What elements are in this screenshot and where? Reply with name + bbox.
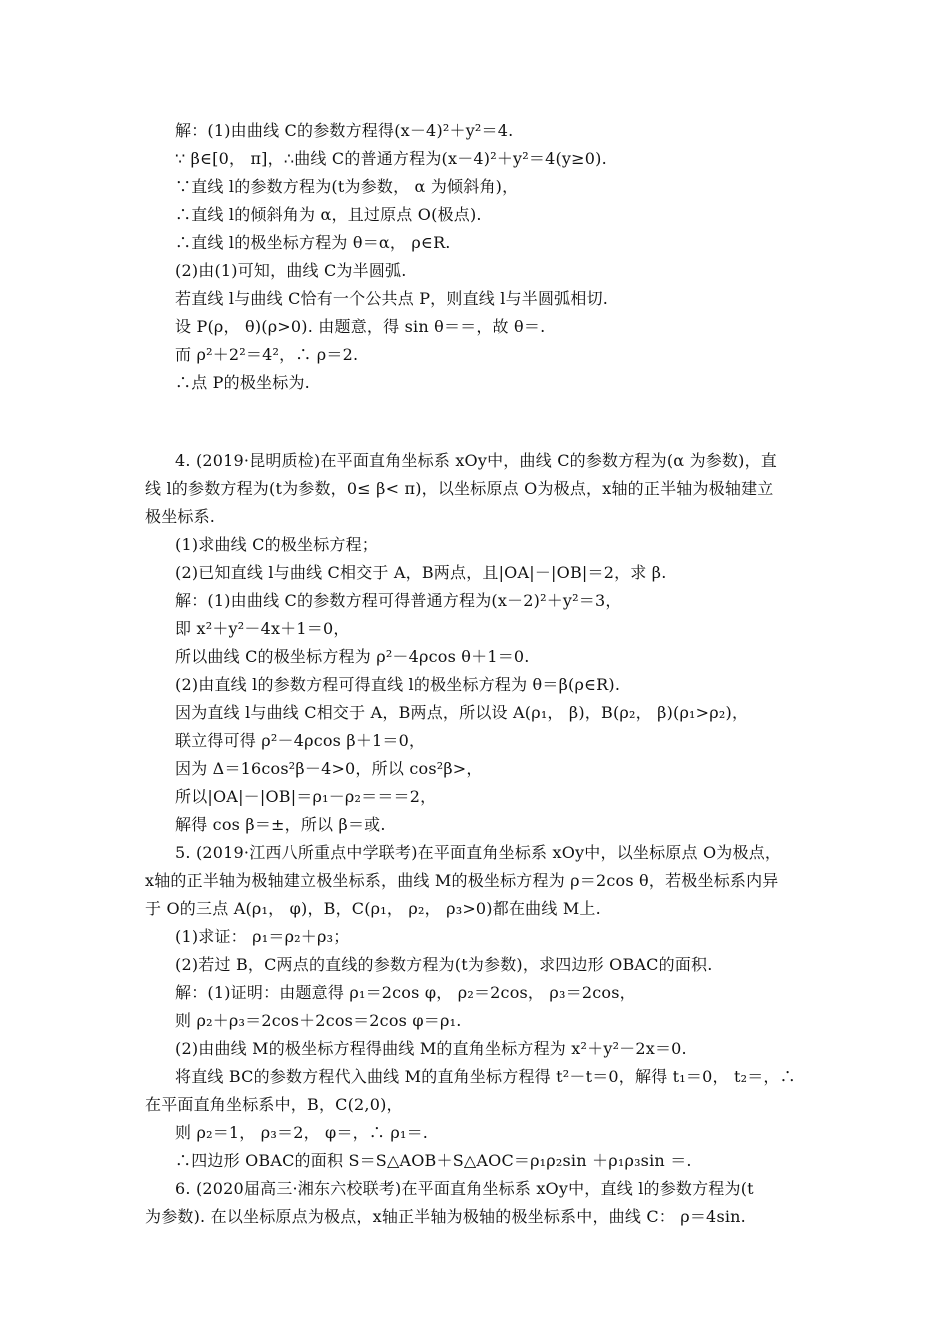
text-line: 若直线 l与曲线 C恰有一个公共点 P，则直线 l与半圆弧相切. (175, 289, 609, 308)
text-line: 则 ρ₂＋ρ₃＝2cos＋2cos＝2cos φ＝ρ₁. (175, 1011, 462, 1030)
text-line: 设 P(ρ， θ)(ρ>0). 由题意，得 sin θ＝＝，故 θ＝. (175, 317, 546, 336)
text-line: (2)由曲线 M的极坐标方程得曲线 M的直角坐标方程为 x²＋y²－2x＝0. (175, 1039, 687, 1058)
text-line: 因为 Δ＝16cos²β－4>0，所以 cos²β>， (175, 759, 483, 778)
text-line: 解：(1)证明：由题意得 ρ₁＝2cos φ， ρ₂＝2cos， ρ₃＝2cos， (175, 983, 636, 1002)
text-line: ∴直线 l的倾斜角为 α，且过原点 O(极点). (175, 205, 482, 224)
text-line: 解：(1)由曲线 C的参数方程可得普通方程为(x－2)²＋y²＝3， (175, 591, 622, 610)
text-line: 所以曲线 C的极坐标方程为 ρ²－4ρcos θ＋1＝0. (175, 647, 530, 666)
text-line: 将直线 BC的参数方程代入曲线 M的直角坐标方程得 t²－t＝0，解得 t₁＝0， t₂＝，∴ (175, 1067, 796, 1086)
problem-6-line: 6. (2020届高三·湘东六校联考)在平面直角坐标系 xOy中，直线 l的参数方程为(t (175, 1179, 754, 1198)
text-line: ∵ β∈[0， π]，∴曲线 C的普通方程为(x－4)²＋y²＝4(y≥0). (175, 149, 607, 168)
problem-4-line: 极坐标系. (145, 507, 216, 526)
text-line: ∴四边形 OBAC的面积 S＝S△AOB＋S△AOC＝ρ₁ρ₂sin ＋ρ₁ρ₃sin ＝. (175, 1151, 692, 1170)
text-line: ∵直线 l的参数方程为(t为参数， α 为倾斜角)， (175, 177, 519, 196)
problem-4-line: 4. (2019·昆明质检)在平面直角坐标系 xOy中，曲线 C的参数方程为(α 为参数)，直 (175, 451, 778, 470)
text-line: (1)求证： ρ₁＝ρ₂＋ρ₃； (175, 927, 350, 946)
text-line: (2)若过 B，C两点的直线的参数方程为(t为参数)，求四边形 OBAC的面积. (175, 955, 713, 974)
text-line: 则 ρ₂＝1， ρ₃＝2， φ＝，∴ ρ₁＝. (175, 1123, 429, 1142)
text-line: (2)由(1)可知，曲线 C为半圆弧. (175, 261, 407, 280)
text-line: ∴点 P的极坐标为. (175, 373, 310, 392)
text-line: 而 ρ²＋2²＝4²，∴ ρ＝2. (175, 345, 359, 364)
text-line: 联立得可得 ρ²－4ρcos β＋1＝0， (175, 731, 426, 750)
text-line: ∴直线 l的极坐标方程为 θ＝α， ρ∈R. (175, 233, 451, 252)
text-line: 所以|OA|－|OB|＝ρ₁－ρ₂＝＝＝2， (175, 787, 437, 806)
text-line: (2)已知直线 l与曲线 C相交于 A，B两点，且|OA|－|OB|＝2，求 β. (175, 563, 667, 582)
text-line: (1)求曲线 C的极坐标方程； (175, 535, 378, 554)
text-line: 因为直线 l与曲线 C相交于 A，B两点，所以设 A(ρ₁， β)，B(ρ₂， β)(ρ₁>ρ₂)， (175, 703, 749, 722)
text-line: 即 x²＋y²－4x＋1＝0， (175, 619, 350, 638)
problem-6-line: 为参数). 在以坐标原点为极点，x轴正半轴为极轴的极坐标系中，曲线 C： ρ＝4sin. (145, 1207, 746, 1226)
text-line: (2)由直线 l的参数方程可得直线 l的极坐标方程为 θ＝β(ρ∈R). (175, 675, 621, 694)
text-line: 在平面直角坐标系中，B，C(2,0)， (145, 1095, 403, 1114)
text-line: 解得 cos β＝±，所以 β＝或. (175, 815, 386, 834)
problem-5-line: 于 O的三点 A(ρ₁， φ)，B，C(ρ₁， ρ₂， ρ₃>0)都在曲线 M上. (145, 899, 601, 918)
text-line: 解：(1)由曲线 C的参数方程得(x－4)²＋y²＝4. (175, 121, 514, 140)
problem-5-line: 5. (2019·江西八所重点中学联考)在平面直角坐标系 xOy中，以坐标原点 O为极点， (175, 843, 782, 862)
problem-5-line: x轴的正半轴为极轴建立极坐标系，曲线 M的极坐标方程为 ρ＝2cos θ，若极坐标系内异 (145, 871, 779, 890)
problem-4-line: 线 l的参数方程为(t为参数，0≤ β< π)，以坐标原点 O为极点，x轴的正半轴为极轴建立 (145, 479, 774, 498)
